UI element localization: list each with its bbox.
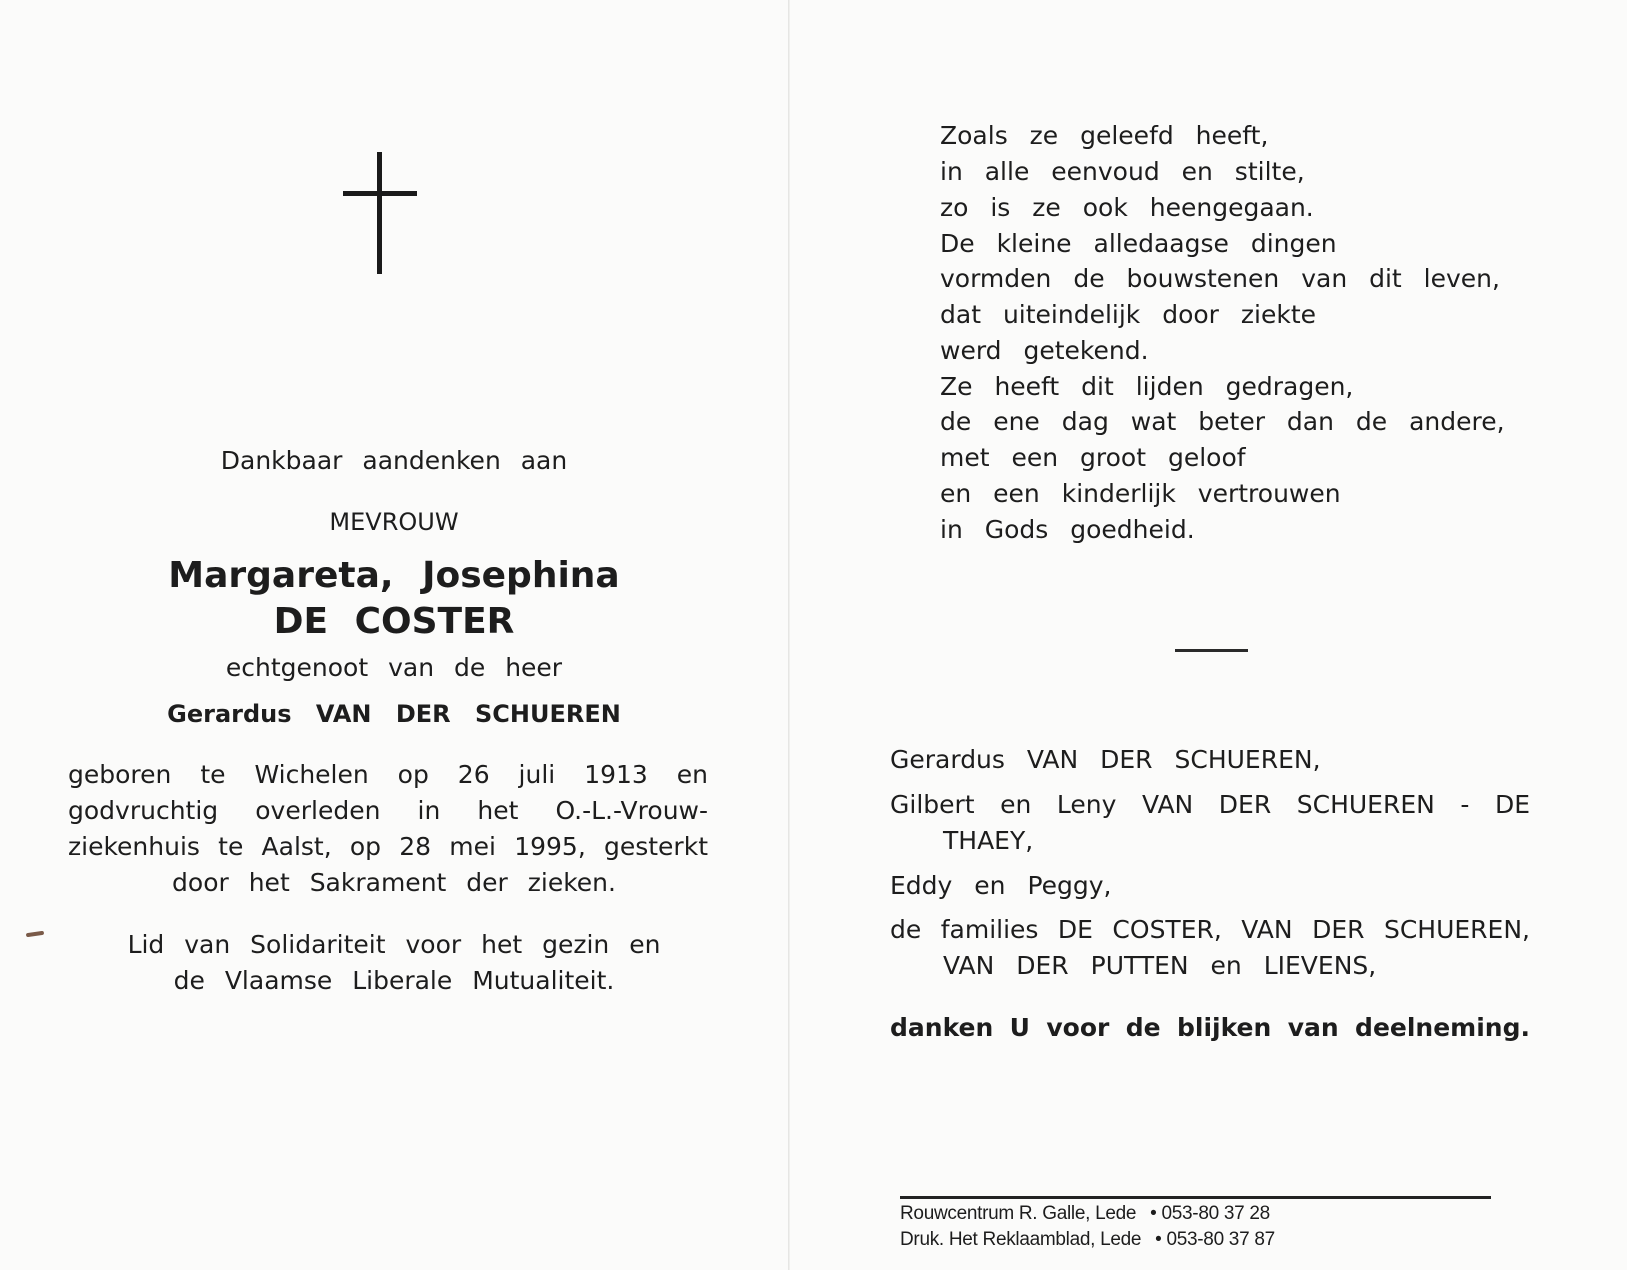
left-panel xyxy=(0,0,788,1270)
family-line: Eddy en Peggy, xyxy=(890,871,1112,900)
poem-line: De kleine alledaagse dingen xyxy=(940,229,1337,258)
thanks-line: danken U voor de blijken van deelneming. xyxy=(890,1013,1530,1042)
printer-phone: • 053-80 37 87 xyxy=(1155,1229,1275,1250)
printer-line xyxy=(900,1229,1275,1251)
printer-line xyxy=(900,1203,1270,1225)
family-line: Gerardus VAN DER SCHUEREN, xyxy=(890,745,1321,774)
printer-name: Rouwcentrum R. Galle, Lede xyxy=(900,1203,1137,1224)
poem-line: in Gods goedheid. xyxy=(940,515,1195,544)
poem-line: werd getekend. xyxy=(940,336,1149,365)
bio-line: geboren te Wichelen op 26 juli 1913 en xyxy=(68,760,708,789)
poem-line: vormden de bouwstenen van dit leven, xyxy=(940,264,1500,293)
poem-line: zo is ze ook heengegaan. xyxy=(940,193,1314,222)
right-panel xyxy=(790,0,1627,1270)
family-line: Gilbert en Leny VAN DER SCHUEREN - DE xyxy=(890,790,1530,819)
printer-name: Druk. Het Reklaamblad, Lede xyxy=(900,1229,1142,1250)
bio-line: door het Sakrament der zieken. xyxy=(172,868,616,897)
poem-line: Zoals ze geleefd heeft, xyxy=(940,121,1269,150)
husband-name: Gerardus VAN DER SCHUEREN xyxy=(167,700,621,728)
poem-line: en een kinderlijk vertrouwen xyxy=(940,479,1341,508)
cross-icon xyxy=(343,152,417,274)
bio-line: ziekenhuis te Aalst, op 28 mei 1995, gesterkt xyxy=(68,832,708,861)
deceased-first-names: Margareta, Josephina xyxy=(168,555,620,596)
family-line: de families DE COSTER, VAN DER SCHUEREN, xyxy=(890,915,1530,944)
intro-text: Dankbaar aandenken aan xyxy=(220,446,568,475)
membership-line: Lid van Solidariteit voor het gezin en xyxy=(127,930,661,959)
title-text: MEVROUW xyxy=(329,508,459,536)
family-line: VAN DER PUTTEN en LIEVENS, xyxy=(943,951,1377,980)
membership-line: de Vlaamse Liberale Mutualiteit. xyxy=(173,966,615,995)
family-line: THAEY, xyxy=(943,826,1034,855)
deceased-surname: DE COSTER xyxy=(273,601,515,642)
poem-line: Ze heeft dit lijden gedragen, xyxy=(940,372,1354,401)
bio-line: godvruchtig overleden in het O.-L.-Vrouw- xyxy=(68,796,708,825)
printer-rule xyxy=(900,1196,1491,1199)
relation-text: echtgenoot van de heer xyxy=(225,653,563,682)
separator-dash xyxy=(1175,649,1248,652)
poem-line: in alle eenvoud en stilte, xyxy=(940,157,1305,186)
poem-line: met een groot geloof xyxy=(940,443,1246,472)
printer-phone: • 053-80 37 28 xyxy=(1150,1203,1270,1224)
poem-line: dat uiteindelijk door ziekte xyxy=(940,300,1317,329)
poem-line: de ene dag wat beter dan de andere, xyxy=(940,407,1505,436)
